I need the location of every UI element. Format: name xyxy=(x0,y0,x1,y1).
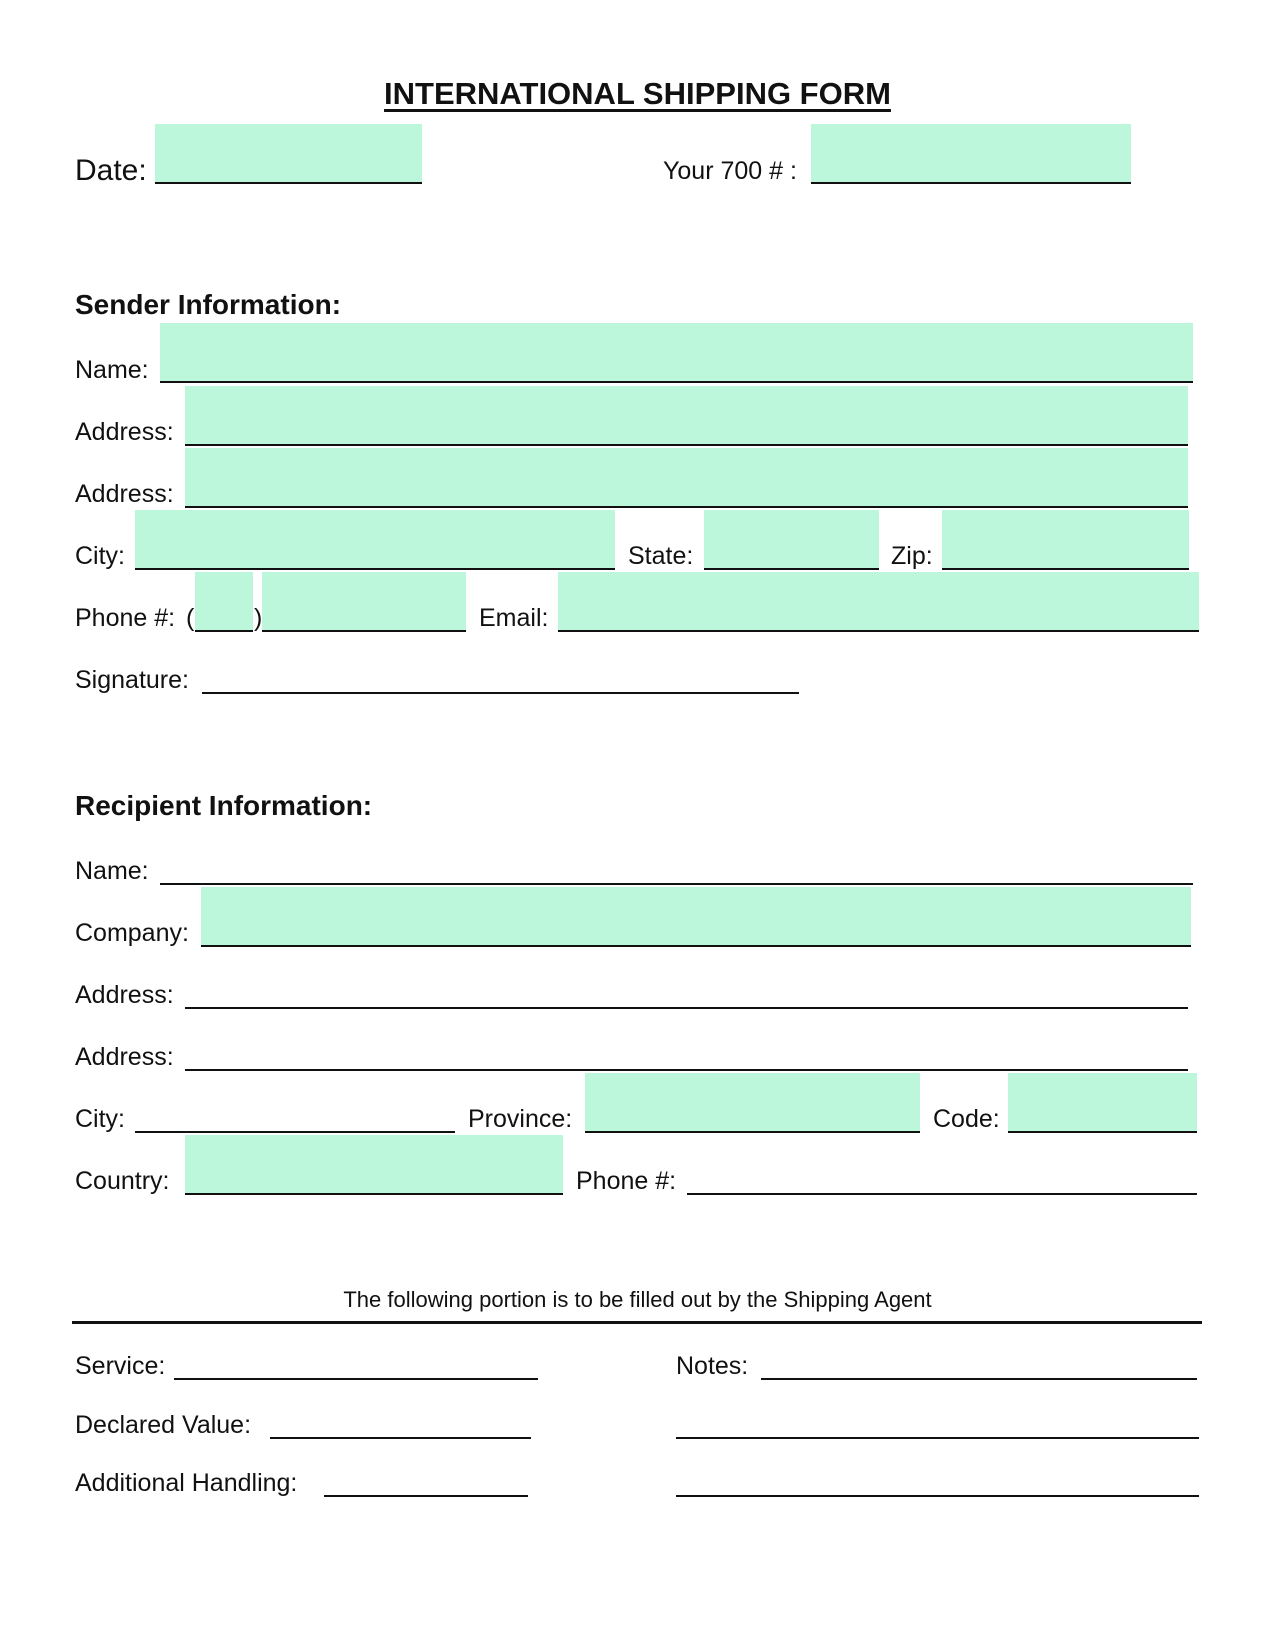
recipient-country-field[interactable] xyxy=(185,1135,563,1195)
recipient-phone-line[interactable] xyxy=(687,1165,1197,1195)
sender-phone-number-field[interactable] xyxy=(262,572,466,632)
date-label: Date: xyxy=(75,154,147,187)
declared-value-line[interactable] xyxy=(270,1409,531,1439)
date-field[interactable] xyxy=(155,124,422,184)
recipient-section-heading: Recipient Information: xyxy=(75,790,373,821)
declared-value-label: Declared Value: xyxy=(75,1411,252,1439)
recipient-code-label: Code: xyxy=(933,1105,1000,1133)
sender-state-field[interactable] xyxy=(704,510,879,570)
recipient-code-field[interactable] xyxy=(1008,1073,1197,1133)
sender-zip-label: Zip: xyxy=(891,542,933,570)
sender-name-field[interactable] xyxy=(160,323,1193,383)
sender-address1-field[interactable] xyxy=(185,386,1188,446)
service-label: Service: xyxy=(75,1352,166,1380)
phone-open-paren: ( xyxy=(186,604,195,632)
recipient-company-field[interactable] xyxy=(201,887,1191,947)
sender-email-label: Email: xyxy=(479,604,549,632)
phone-close-paren: ) xyxy=(254,604,263,632)
additional-handling-line[interactable] xyxy=(324,1467,528,1497)
sender-address1-label: Address: xyxy=(75,418,174,446)
sender-phone-label: Phone #: xyxy=(75,604,176,632)
recipient-address1-line[interactable] xyxy=(185,979,1188,1009)
recipient-company-label: Company: xyxy=(75,919,189,947)
recipient-city-line[interactable] xyxy=(135,1103,455,1133)
section-divider xyxy=(72,1321,1202,1324)
sender-name-label: Name: xyxy=(75,356,149,384)
sender-city-label: City: xyxy=(75,542,125,570)
recipient-country-label: Country: xyxy=(75,1167,170,1195)
account-number-field[interactable] xyxy=(811,124,1131,184)
sender-address2-field[interactable] xyxy=(185,448,1188,508)
notes-line-2[interactable] xyxy=(676,1409,1199,1439)
sender-city-field[interactable] xyxy=(135,510,615,570)
recipient-phone-label: Phone #: xyxy=(576,1167,677,1195)
notes-line-1[interactable] xyxy=(761,1350,1197,1380)
notes-line-3[interactable] xyxy=(676,1467,1199,1497)
sender-signature-line[interactable] xyxy=(202,664,799,694)
sender-zip-field[interactable] xyxy=(942,510,1189,570)
shipping-agent-caption: The following portion is to be filled out by the Shipping Agent xyxy=(343,1287,932,1312)
additional-handling-label: Additional Handling: xyxy=(75,1469,298,1497)
recipient-name-label: Name: xyxy=(75,857,149,885)
service-line[interactable] xyxy=(174,1350,538,1380)
recipient-address2-label: Address: xyxy=(75,1043,174,1071)
recipient-province-field[interactable] xyxy=(585,1073,920,1133)
recipient-address1-label: Address: xyxy=(75,981,174,1009)
recipient-province-label: Province: xyxy=(468,1105,573,1133)
sender-state-label: State: xyxy=(628,542,694,570)
recipient-name-line[interactable] xyxy=(160,855,1193,885)
account-number-label: Your 700 # : xyxy=(663,157,797,185)
notes-label: Notes: xyxy=(676,1352,749,1380)
sender-email-field[interactable] xyxy=(558,572,1199,632)
sender-phone-area-code-field[interactable] xyxy=(195,572,253,632)
sender-signature-label: Signature: xyxy=(75,666,189,694)
recipient-city-label: City: xyxy=(75,1105,125,1133)
sender-address2-label: Address: xyxy=(75,480,174,508)
form-title: INTERNATIONAL SHIPPING FORM xyxy=(384,76,891,111)
sender-section-heading: Sender Information: xyxy=(75,289,342,320)
recipient-address2-line[interactable] xyxy=(185,1041,1188,1071)
